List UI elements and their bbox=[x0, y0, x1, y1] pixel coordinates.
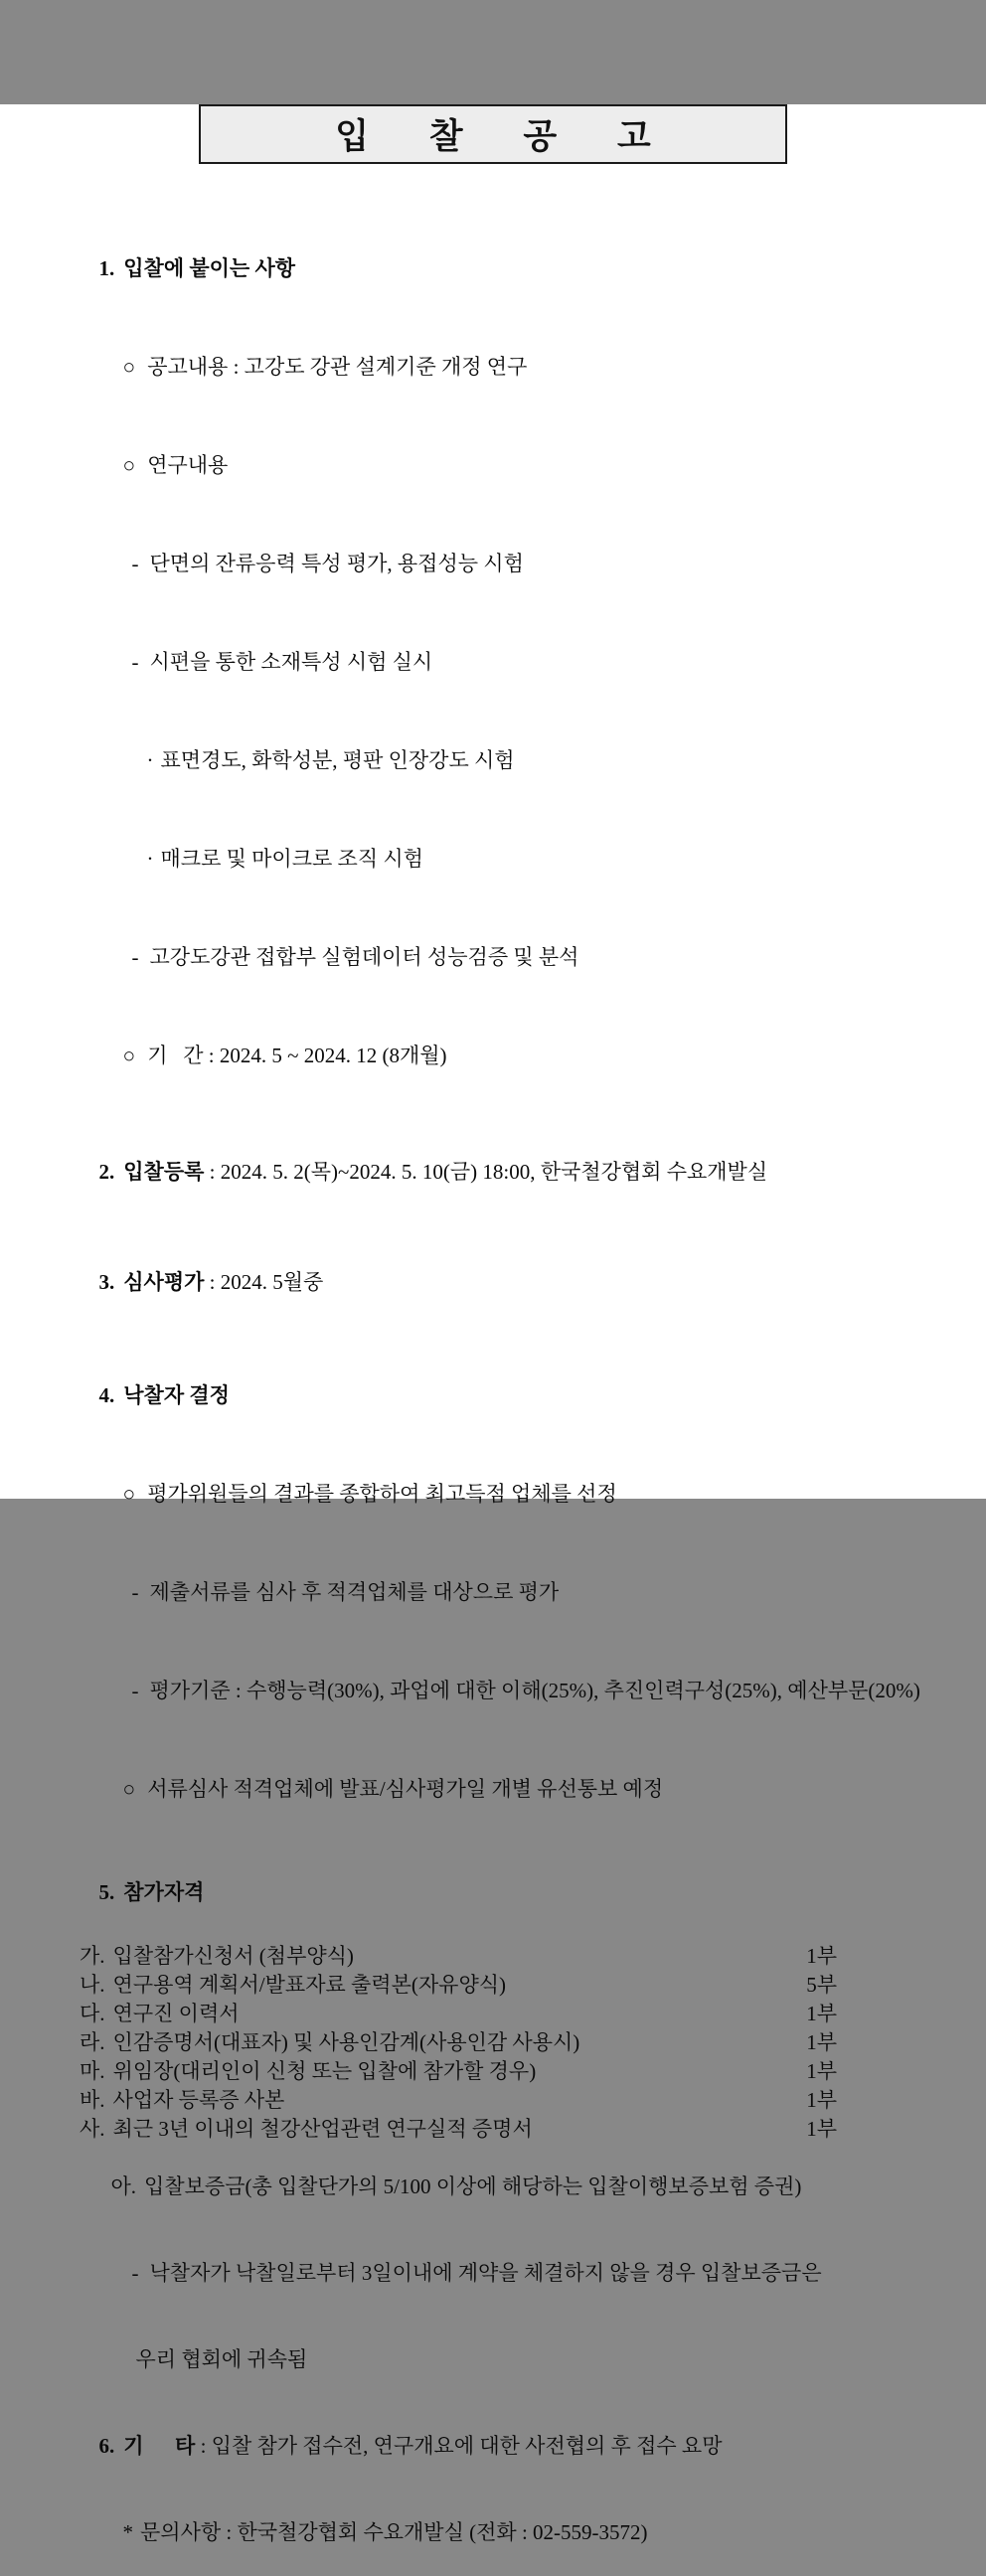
copy-count: 1부 bbox=[806, 2030, 837, 2054]
required-doc-row bbox=[68, 2115, 837, 2144]
asterisk-bullet: * bbox=[122, 2520, 133, 2544]
item-marker: 라. bbox=[80, 2030, 105, 2054]
section-rest: : 2024. 5. 2(목)~2024. 5. 10(금) 18:00, 한국철강협회 수요개발실 bbox=[204, 1160, 768, 1184]
item-marker: 사. bbox=[80, 2117, 105, 2141]
section-number: 1. bbox=[98, 256, 115, 280]
dash-bullet: - bbox=[131, 945, 139, 969]
line-text: 표면경도, 화학성분, 평판 인장강도 시험 bbox=[160, 748, 515, 772]
doc-name: 입찰참가신청서 (첨부양식) bbox=[112, 1944, 354, 1968]
doc-name: 최근 3년 이내의 철강산업관련 연구실적 증명서 bbox=[112, 2117, 533, 2141]
copy-count: 1부 bbox=[806, 2088, 837, 2112]
section-number: 6. bbox=[98, 2434, 115, 2458]
title-box bbox=[199, 104, 787, 164]
section-number: 5. bbox=[98, 1880, 115, 1904]
doc-line-announcement-content bbox=[68, 318, 930, 416]
doc-line bbox=[68, 810, 930, 908]
section-4-heading bbox=[68, 1347, 930, 1445]
dot-bullet: · bbox=[146, 847, 154, 871]
required-doc-row bbox=[68, 2028, 837, 2057]
doc-line bbox=[68, 2230, 930, 2317]
required-doc-row bbox=[68, 2086, 837, 2115]
line-text: 공고내용 : 고강도 강관 설계기준 개정 연구 bbox=[147, 355, 528, 379]
circle-bullet: ○ bbox=[122, 1482, 136, 1506]
dash-bullet: - bbox=[131, 1580, 139, 1604]
line-text: 서류심사 적격업체에 발표/심사평가일 개별 유선통보 예정 bbox=[147, 1777, 664, 1801]
item-marker: 마. bbox=[80, 2059, 105, 2083]
section-label: 기 타 bbox=[123, 2434, 196, 2458]
item-marker: 나. bbox=[80, 1973, 105, 1997]
doc-line-evaluation-criteria bbox=[68, 1642, 930, 1740]
line-text: 매크로 및 마이크로 조직 시험 bbox=[160, 847, 423, 871]
doc-name: 연구진 이력서 bbox=[112, 2002, 240, 2025]
required-doc-row bbox=[68, 1942, 837, 1971]
doc-line-research-content bbox=[68, 416, 930, 515]
contact-line bbox=[68, 2490, 930, 2576]
copy-count: 1부 bbox=[806, 2002, 837, 2025]
copy-count: 5부 bbox=[806, 1973, 837, 1997]
section-number: 3. bbox=[98, 1270, 115, 1294]
dash-bullet: - bbox=[131, 552, 139, 575]
section-number: 4. bbox=[98, 1383, 115, 1407]
line-text: 제출서류를 심사 후 적격업체를 대상으로 평가 bbox=[149, 1580, 560, 1604]
line-text: 우리 협회에 귀속됨 bbox=[135, 2347, 308, 2371]
item-marker: 가. bbox=[80, 1944, 105, 1968]
doc-name: 위임장(대리인이 신청 또는 입찰에 참가할 경우) bbox=[112, 2059, 537, 2083]
page-title: 입 찰 공 고 bbox=[335, 117, 677, 156]
doc-line-continuation bbox=[68, 2317, 930, 2403]
doc-line bbox=[68, 515, 930, 613]
line-text: 평가위원들의 결과를 종합하여 최고득점 업체를 선정 bbox=[147, 1482, 617, 1506]
section-6-heading bbox=[68, 2403, 930, 2490]
circle-bullet: ○ bbox=[122, 1777, 136, 1801]
document-page bbox=[0, 104, 986, 2544]
circle-bullet: ○ bbox=[122, 1044, 136, 1067]
section-label: 입찰에 붙이는 사항 bbox=[123, 256, 296, 280]
section-3-heading bbox=[68, 1233, 930, 1332]
required-doc-row bbox=[68, 1971, 837, 2000]
section-label: 참가자격 bbox=[123, 1880, 205, 1904]
doc-line bbox=[68, 1445, 930, 1543]
section-label: 심사평가 bbox=[123, 1270, 205, 1294]
circle-bullet: ○ bbox=[122, 355, 136, 379]
line-text: 단면의 잔류응력 특성 평가, 용접성능 시험 bbox=[149, 552, 524, 575]
section-1-heading bbox=[68, 220, 930, 318]
line-text: 고강도강관 접합부 실험데이터 성능검증 및 분석 bbox=[149, 945, 579, 969]
section-2-heading bbox=[68, 1123, 930, 1221]
doc-line bbox=[68, 1740, 930, 1839]
dot-bullet: · bbox=[146, 748, 154, 772]
item-marker: 아. bbox=[110, 2174, 137, 2198]
section-label: 입찰등록 bbox=[123, 1160, 205, 1184]
doc-name: 입찰보증금(총 입찰단가의 5/100 이상에 해당하는 입찰이행보증보험 증권) bbox=[144, 2174, 802, 2198]
line-text: 문의사항 : 한국철강협회 수요개발실 (전화 : 02-559-3572) bbox=[140, 2520, 648, 2544]
dash-bullet: - bbox=[131, 1679, 139, 1702]
copy-count: 1부 bbox=[806, 2059, 837, 2083]
copy-count: 1부 bbox=[806, 2117, 837, 2141]
doc-line bbox=[68, 613, 930, 712]
dash-bullet: - bbox=[131, 650, 139, 674]
section-rest: : 2024. 5월중 bbox=[204, 1270, 324, 1294]
doc-line bbox=[68, 1543, 930, 1642]
circle-bullet: ○ bbox=[122, 453, 136, 477]
doc-line-period bbox=[68, 1007, 930, 1105]
required-doc-row bbox=[68, 2000, 837, 2028]
copy-count: 1부 bbox=[806, 1944, 837, 1968]
section-number: 2. bbox=[98, 1160, 115, 1184]
doc-line bbox=[68, 712, 930, 810]
line-text: 낙찰자가 낙찰일로부터 3일이내에 계약을 체결하지 않을 경우 입찰보증금은 bbox=[149, 2261, 822, 2285]
item-marker: 바. bbox=[80, 2088, 105, 2112]
line-text: 기 간 : 2024. 5 ~ 2024. 12 (8개월) bbox=[147, 1044, 447, 1067]
doc-name: 사업자 등록증 사본 bbox=[112, 2088, 285, 2112]
doc-line bbox=[68, 908, 930, 1007]
required-doc-row-deposit bbox=[68, 2144, 930, 2230]
item-marker: 다. bbox=[80, 2002, 105, 2025]
required-doc-row bbox=[68, 2057, 837, 2086]
section-rest: : 입찰 참가 접수전, 연구개요에 대한 사전협의 후 접수 요망 bbox=[195, 2434, 723, 2458]
section-5-heading bbox=[68, 1844, 930, 1942]
document-body bbox=[0, 220, 986, 2576]
line-text: 시편을 통한 소재특성 시험 실시 bbox=[149, 650, 433, 674]
section-label: 낙찰자 결정 bbox=[123, 1383, 230, 1407]
dash-bullet: - bbox=[131, 2261, 139, 2285]
line-text: 평가기준 : 수행능력(30%), 과업에 대한 이해(25%), 추진인력구성(25%), 예산부문(20%) bbox=[149, 1679, 920, 1702]
line-text: 연구내용 bbox=[147, 453, 229, 477]
doc-name: 연구용역 계획서/발표자료 출력본(자유양식) bbox=[112, 1973, 507, 1997]
doc-name: 인감증명서(대표자) 및 사용인감계(사용인감 사용시) bbox=[112, 2030, 580, 2054]
